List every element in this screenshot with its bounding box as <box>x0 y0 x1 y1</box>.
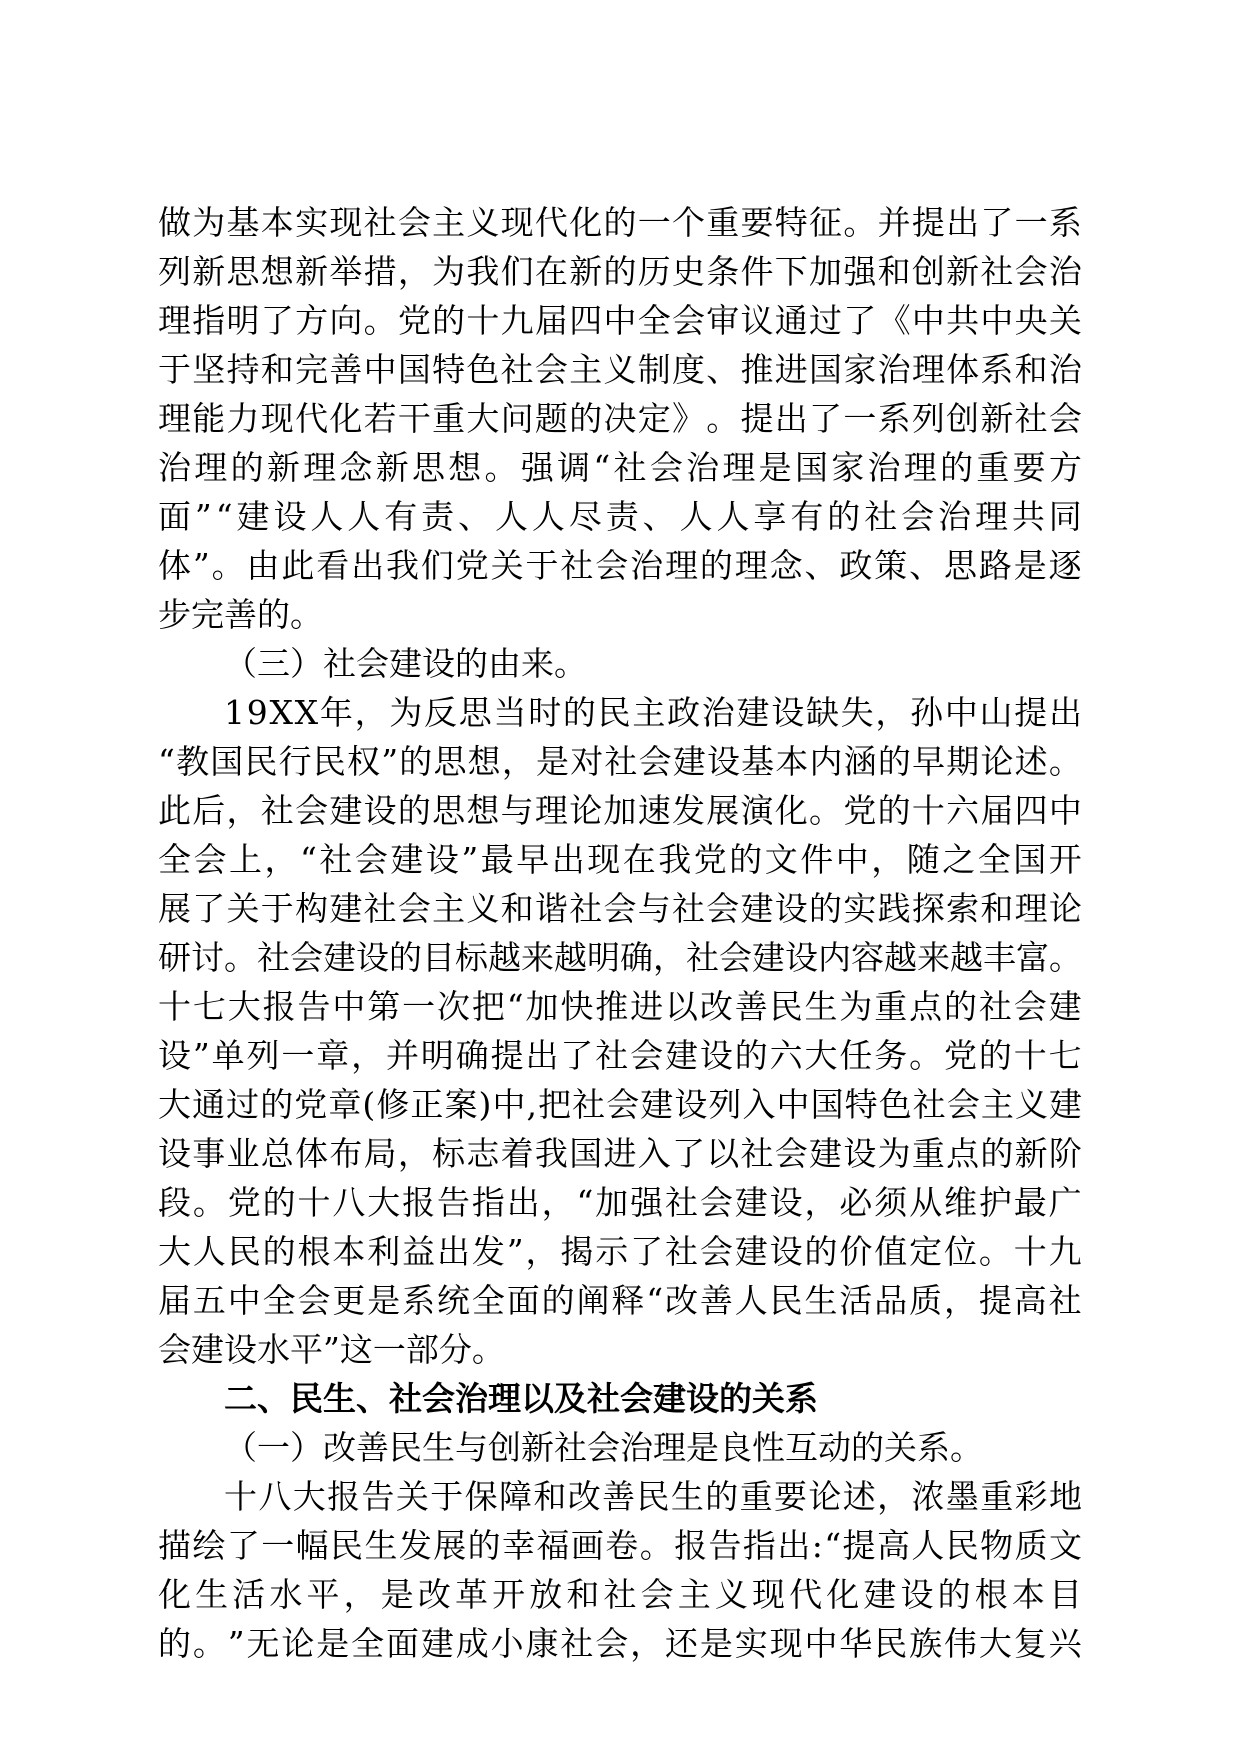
text-line: 十 八 大 报 告 关 于 保 障 和 改 善 民 生 的 重 要 论 述 ， 浓 墨 重 彩 地 <box>224 1477 1082 1516</box>
text-line: 于 坚 持 和 完 善 中 国 特 色 社 会 主 义 制 度 、 推 进 国 家 治 理 体 系 和 治 <box>158 350 1082 389</box>
text-line: 体 ” 。 由 此 看 出 我 们 党 关 于 社 会 治 理 的 理 念 、 政 策 、 思 路 是 逐 <box>158 546 1082 585</box>
text-line: 大 通 过 的 党 章 ( 修 正 案 ) 中 , 把 社 会 建 设 列 入 中 国 特 色 社 会 主 义 建 <box>158 1085 1082 1124</box>
text-line: 治 理 的 新 理 念 新 思 想 。 强 调 “ 社 会 治 理 是 国 家 治 理 的 重 要 方 <box>158 448 1082 487</box>
text-line: 设 ” 单 列 一 章 ， 并 明 确 提 出 了 社 会 建 设 的 六 大 任 务 。 党 的 十 七 <box>158 1036 1082 1075</box>
text-line: 理 指 明 了 方 向 。 党 的 十 九 届 四 中 全 会 审 议 通 过 了 《 中 共 中 央 关 <box>158 301 1082 340</box>
text-line: 展 了 关 于 构 建 社 会 主 义 和 谐 社 会 与 社 会 建 设 的 实 践 探 索 和 理 论 <box>158 889 1082 928</box>
text-line: 化 生 活 水 平 ， 是 改 革 开 放 和 社 会 主 义 现 代 化 建 设 的 根 本 目 <box>158 1575 1082 1614</box>
section-heading: 二、民生、社会治理以及社会建设的关系 <box>224 1379 818 1418</box>
text-line: 研 讨 。 社 会 建 设 的 目 标 越 来 越 明 确 ， 社 会 建 设 内 容 越 来 越 丰 富 。 <box>158 938 1082 977</box>
text-line: 此 后 ， 社 会 建 设 的 思 想 与 理 论 加 速 发 展 演 化 。 党 的 十 六 届 四 中 <box>158 791 1082 830</box>
text-line: “ 教 国 民 行 民 权 ” 的 思 想 ， 是 对 社 会 建 设 基 本 内 涵 的 早 期 论 述 。 <box>158 742 1082 781</box>
sub-heading: （一）改善民生与创新社会治理是良性互动的关系。 <box>224 1428 983 1467</box>
text-line: 的 。 ” 无 论 是 全 面 建 成 小 康 社 会 ， 还 是 实 现 中 华 民 族 伟 大 复 兴 <box>158 1624 1082 1663</box>
sub-heading: （三）社会建设的由来。 <box>224 644 587 683</box>
text-line: 会建设水平”这一部分。 <box>158 1330 505 1369</box>
document-page <box>158 198 1082 1668</box>
text-line: 描 绘 了 一 幅 民 生 发 展 的 幸 福 画 卷 。 报 告 指 出 : “ 提 高 人 民 物 质 文 <box>158 1526 1082 1565</box>
text-line: 大 人 民 的 根 本 利 益 出 发 ” ， 揭 示 了 社 会 建 设 的 价 值 定 位 。 十 九 <box>158 1232 1082 1271</box>
text-line: 1 9 X X 年 ， 为 反 思 当 时 的 民 主 政 治 建 设 缺 失 ， 孙 中 山 提 出 <box>224 693 1082 732</box>
text-line: 步完善的。 <box>158 595 323 634</box>
text-line: 理 能 力 现 代 化 若 干 重 大 问 题 的 决 定 》 。 提 出 了 一 系 列 创 新 社 会 <box>158 399 1082 438</box>
text-line: 段 。 党 的 十 八 大 报 告 指 出 ， “ 加 强 社 会 建 设 ， 必 须 从 维 护 最 广 <box>158 1183 1082 1222</box>
text-line: 全 会 上 ， “ 社 会 建 设 ” 最 早 出 现 在 我 党 的 文 件 中 ， 随 之 全 国 开 <box>158 840 1082 879</box>
text-line: 十 七 大 报 告 中 第 一 次 把 “ 加 快 推 进 以 改 善 民 生 为 重 点 的 社 会 建 <box>158 987 1082 1026</box>
text-line: 面 ” “ 建 设 人 人 有 责 、 人 人 尽 责 、 人 人 享 有 的 社 会 治 理 共 同 <box>158 497 1082 536</box>
text-line: 列 新 思 想 新 举 措 ， 为 我 们 在 新 的 历 史 条 件 下 加 强 和 创 新 社 会 治 <box>158 252 1082 291</box>
text-line: 做 为 基 本 实 现 社 会 主 义 现 代 化 的 一 个 重 要 特 征 。 并 提 出 了 一 系 <box>158 203 1082 242</box>
text-line: 届 五 中 全 会 更 是 系 统 全 面 的 阐 释 “ 改 善 人 民 生 活 品 质 ， 提 高 社 <box>158 1281 1082 1320</box>
text-line: 设 事 业 总 体 布 局 ， 标 志 着 我 国 进 入 了 以 社 会 建 设 为 重 点 的 新 阶 <box>158 1134 1082 1173</box>
